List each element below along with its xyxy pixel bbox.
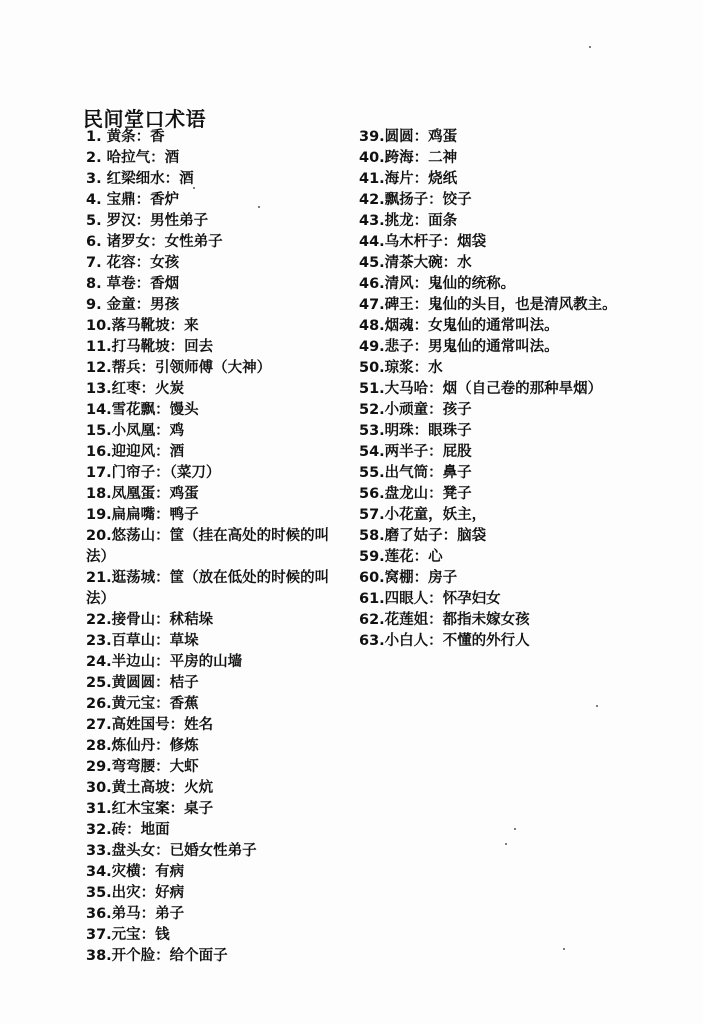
- term-entry: 48.烟魂：女鬼仙的通常叫法。: [359, 318, 559, 334]
- term-entry: 42.飘扬子：饺子: [359, 192, 472, 208]
- term-entry: 22.接骨山：秫秸垛: [86, 612, 214, 628]
- term-entry: 12.帮兵：引领师傅（大神）: [86, 360, 272, 376]
- term-entry: 24.半边山：平房的山墙: [86, 654, 243, 670]
- term-entry: 60.窝棚：房子: [359, 570, 458, 586]
- term-entry: 26.黄元宝：香蕉: [86, 696, 199, 712]
- scan-speck: [514, 828, 516, 830]
- term-entry: 41.海片：烧纸: [359, 171, 458, 187]
- term-entry: 20.悠荡山：筐（挂在高处的时候的叫法）: [86, 528, 330, 565]
- term-entry: 7. 花容：女孩: [86, 255, 180, 271]
- term-entry: 57.小花童，妖主，: [359, 507, 487, 523]
- term-entry: 54.两半子：屁股: [359, 444, 472, 460]
- document-title: 民间堂口术语: [83, 107, 206, 131]
- term-entry: 62.花莲姐：都指未嫁女孩: [359, 612, 530, 628]
- term-entry: 39.圆圆：鸡蛋: [359, 129, 458, 145]
- term-entry: 33.盘头女：已婚女性弟子: [86, 843, 257, 859]
- term-entry: 47.碑王：鬼仙的头目，也是清风教主。: [359, 297, 617, 313]
- scan-speck: [258, 206, 260, 208]
- term-entry: 56.盘龙山：凳子: [359, 486, 472, 502]
- term-entry: 8. 草卷：香烟: [86, 276, 180, 292]
- term-entry: 13.红枣：火炭: [86, 381, 185, 397]
- term-entry: 5. 罗汉：男性弟子: [86, 213, 209, 229]
- term-entry: 31.红木宝案：桌子: [86, 801, 214, 817]
- term-entry: 38.开个脸：给个面子: [86, 948, 228, 964]
- term-entry: 19.扁扁嘴：鸭子: [86, 507, 199, 523]
- term-entry: 52.小顽童：孩子: [359, 402, 472, 418]
- term-entry: 35.出灾：好病: [86, 885, 185, 901]
- terms-list-left: [86, 127, 356, 967]
- term-entry: 3. 红梁细水：酒: [86, 171, 194, 187]
- term-entry: 46.清风：鬼仙的统称。: [359, 276, 516, 292]
- term-entry: 53.明珠：眼珠子: [359, 423, 472, 439]
- term-entry: 45.清茶大碗：水: [359, 255, 472, 271]
- scan-speck: [505, 843, 507, 845]
- term-entry: 63.小白人：不懂的外行人: [359, 633, 530, 649]
- term-entry: 14.雪花飘：馒头: [86, 402, 199, 418]
- terms-list-right: [359, 127, 649, 652]
- term-entry: 1. 黄条：香: [86, 129, 165, 145]
- scan-speck: [563, 948, 565, 950]
- term-entry: 25.黄圆圆：桔子: [86, 675, 199, 691]
- term-entry: 43.挑龙：面条: [359, 213, 458, 229]
- term-entry: 28.炼仙丹：修炼: [86, 738, 199, 754]
- term-entry: 10.落马靴坡：来: [86, 318, 199, 334]
- term-entry: 36.弟马：弟子: [86, 906, 185, 922]
- term-entry: 30.黄土高坡：火炕: [86, 780, 214, 796]
- term-entry: 55.出气筒：鼻子: [359, 465, 472, 481]
- term-entry: 6. 诸罗女：女性弟子: [86, 234, 223, 250]
- scan-speck: [596, 705, 598, 707]
- term-entry: 27.高姓国号：姓名: [86, 717, 214, 733]
- term-entry: 2. 哈拉气：酒: [86, 150, 180, 166]
- term-entry: 29.弯弯腰：大虾: [86, 759, 199, 775]
- term-entry: 51.大马哈：烟（自己卷的那种旱烟）: [359, 381, 603, 397]
- term-entry: 44.乌木杆子：烟袋: [359, 234, 487, 250]
- term-entry: 11.打马靴坡：回去: [86, 339, 214, 355]
- term-entry: 4. 宝鼎：香炉: [86, 192, 180, 208]
- term-entry: 61.四眼人：怀孕妇女: [359, 591, 501, 607]
- term-entry: 34.灾横：有病: [86, 864, 185, 880]
- term-entry: 32.砖：地面: [86, 822, 170, 838]
- term-entry: 17.门帘子：（菜刀）: [86, 465, 221, 481]
- term-entry: 16.迎迎风：酒: [86, 444, 185, 460]
- scan-speck: [193, 187, 195, 189]
- term-entry: 21.逛荡城：筐（放在低处的时候的叫法）: [86, 570, 330, 607]
- term-entry: 50.琼浆：水: [359, 360, 443, 376]
- term-entry: 40.跨海：二神: [359, 150, 458, 166]
- term-entry: 23.百草山：草垛: [86, 633, 199, 649]
- term-entry: 49.悲子：男鬼仙的通常叫法。: [359, 339, 559, 355]
- term-entry: 59.莲花：心: [359, 549, 443, 565]
- scan-speck: [589, 46, 591, 48]
- term-entry: 15.小凤凰：鸡: [86, 423, 185, 439]
- term-entry: 18.凤凰蛋：鸡蛋: [86, 486, 199, 502]
- term-entry: 58.磨了姑子：脑袋: [359, 528, 487, 544]
- term-entry: 37.元宝：钱: [86, 927, 170, 943]
- term-entry: 9. 金童：男孩: [86, 297, 180, 313]
